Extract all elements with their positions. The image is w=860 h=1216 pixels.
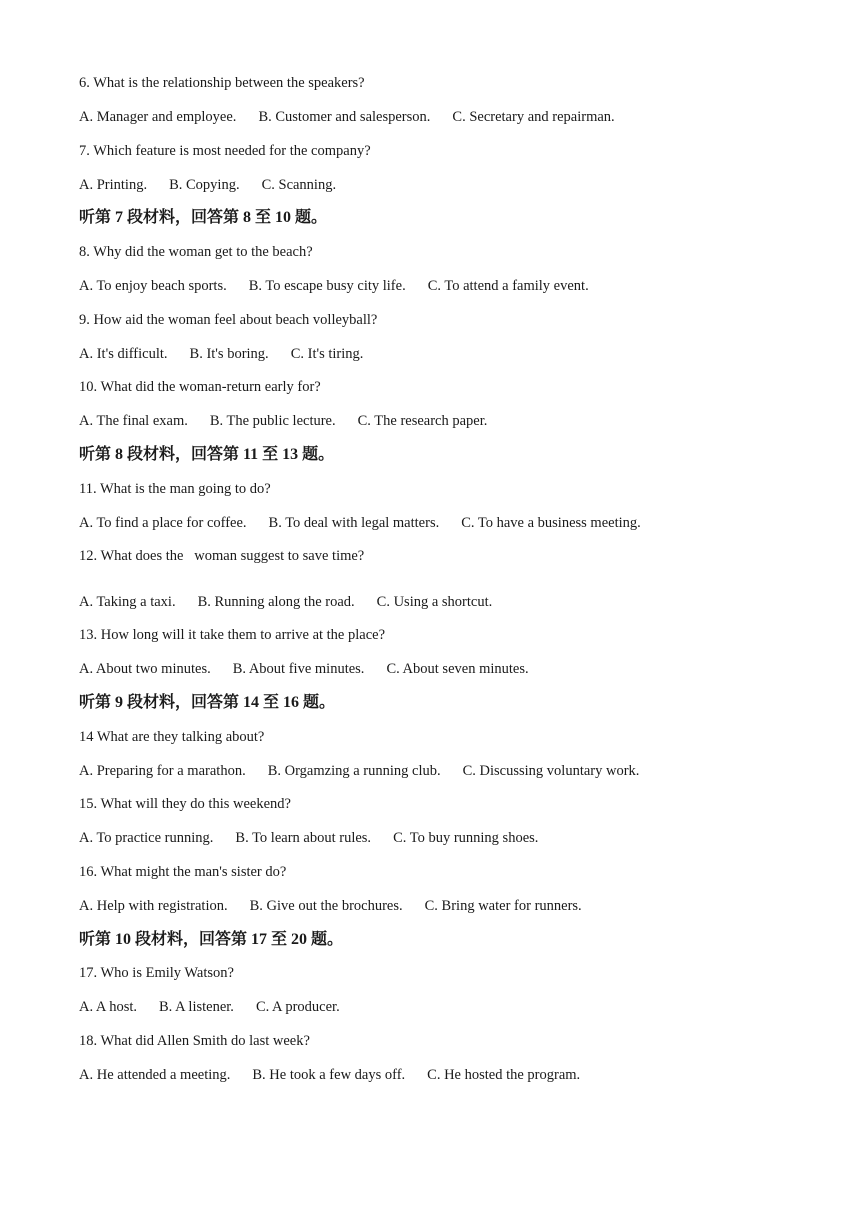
options-row xyxy=(79,345,385,363)
options-row xyxy=(79,897,604,915)
section-heading: 听第 10 段材料，回答第 17 至 20 题。 xyxy=(79,931,344,948)
option-b: B. To deal with legal matters. xyxy=(268,515,440,531)
options-row xyxy=(79,762,661,780)
question-text: 12. What does the woman suggest to save time? xyxy=(79,548,365,564)
option-a: A. He attended a meeting. xyxy=(79,1067,231,1083)
options-row xyxy=(79,1066,602,1084)
question-text: 13. How long will it take them to arrive at the place? xyxy=(79,627,386,643)
option-a: A. To enjoy beach sports. xyxy=(79,278,227,294)
option-a: A. To find a place for coffee. xyxy=(79,515,247,531)
option-a: A. Help with registration. xyxy=(79,898,228,914)
option-c: C. To attend a family event. xyxy=(427,278,589,294)
options-row xyxy=(79,176,358,194)
options-row xyxy=(79,829,560,847)
question-text: 9. How aid the woman feel about beach volleyball? xyxy=(79,312,378,328)
option-a: A. The final exam. xyxy=(79,413,188,429)
option-a: A. To practice running. xyxy=(79,830,214,846)
option-c: C. The research paper. xyxy=(357,413,488,429)
option-a: A. About two minutes. xyxy=(79,661,211,677)
option-c: C. Bring water for runners. xyxy=(424,898,582,914)
option-a: A. A host. xyxy=(79,999,138,1015)
option-a: A. It's difficult. xyxy=(79,346,168,362)
option-b: B. The public lecture. xyxy=(209,413,336,429)
options-row xyxy=(79,277,611,295)
section-heading: 听第 9 段材料，回答第 14 至 16 题。 xyxy=(79,694,336,711)
option-b: B. It's boring. xyxy=(189,346,269,362)
option-c: C. To buy running shoes. xyxy=(393,830,539,846)
options-row xyxy=(79,660,551,678)
question-text: 10. What did the woman-return early for? xyxy=(79,379,321,395)
question-text: 16. What might the man's sister do? xyxy=(79,864,287,880)
question-text: 8. Why did the woman get to the beach? xyxy=(79,244,313,260)
options-row xyxy=(79,998,362,1016)
option-b: B. Orgamzing a running club. xyxy=(267,763,441,779)
option-b: B. Customer and salesperson. xyxy=(258,109,431,125)
question-text: 18. What did Allen Smith do last week? xyxy=(79,1033,310,1049)
option-a: A. Preparing for a marathon. xyxy=(79,763,246,779)
option-b: B. To learn about rules. xyxy=(235,830,372,846)
question-text: 6. What is the relationship between the speakers? xyxy=(79,75,365,91)
option-c: C. About seven minutes. xyxy=(386,661,529,677)
section-heading: 听第 7 段材料，回答第 8 至 10 题。 xyxy=(79,209,328,226)
question-text: 7. Which feature is most needed for the company? xyxy=(79,143,371,159)
option-c: C. He hosted the program. xyxy=(427,1067,581,1083)
options-row xyxy=(79,412,509,430)
question-text: 11. What is the man going to do? xyxy=(79,481,271,497)
option-b: B. Running along the road. xyxy=(197,594,355,610)
option-c: C. Discussing voluntary work. xyxy=(462,763,640,779)
question-text: 15. What will they do this weekend? xyxy=(79,796,291,812)
options-row xyxy=(79,514,663,532)
option-c: C. Secretary and repairman. xyxy=(452,109,615,125)
section-heading: 听第 8 段材料，回答第 11 至 13 题。 xyxy=(79,446,335,463)
option-c: C. A producer. xyxy=(255,999,340,1015)
question-text: 17. Who is Emily Watson? xyxy=(79,965,234,981)
option-b: B. To escape busy city life. xyxy=(248,278,406,294)
question-text: 14 What are they talking about? xyxy=(79,729,265,745)
option-c: C. It's tiring. xyxy=(290,346,364,362)
option-a: A. Printing. xyxy=(79,177,148,193)
option-c: C. To have a business meeting. xyxy=(461,515,641,531)
option-c: C. Scanning. xyxy=(261,177,337,193)
option-b: B. A listener. xyxy=(159,999,234,1015)
option-a: A. Manager and employee. xyxy=(79,109,237,125)
options-row xyxy=(79,108,637,126)
option-b: B. About five minutes. xyxy=(232,661,365,677)
options-row xyxy=(79,593,514,611)
option-b: B. Copying. xyxy=(169,177,240,193)
option-b: B. He took a few days off. xyxy=(252,1067,406,1083)
option-b: B. Give out the brochures. xyxy=(249,898,403,914)
option-a: A. Taking a taxi. xyxy=(79,594,176,610)
option-c: C. Using a shortcut. xyxy=(376,594,493,610)
